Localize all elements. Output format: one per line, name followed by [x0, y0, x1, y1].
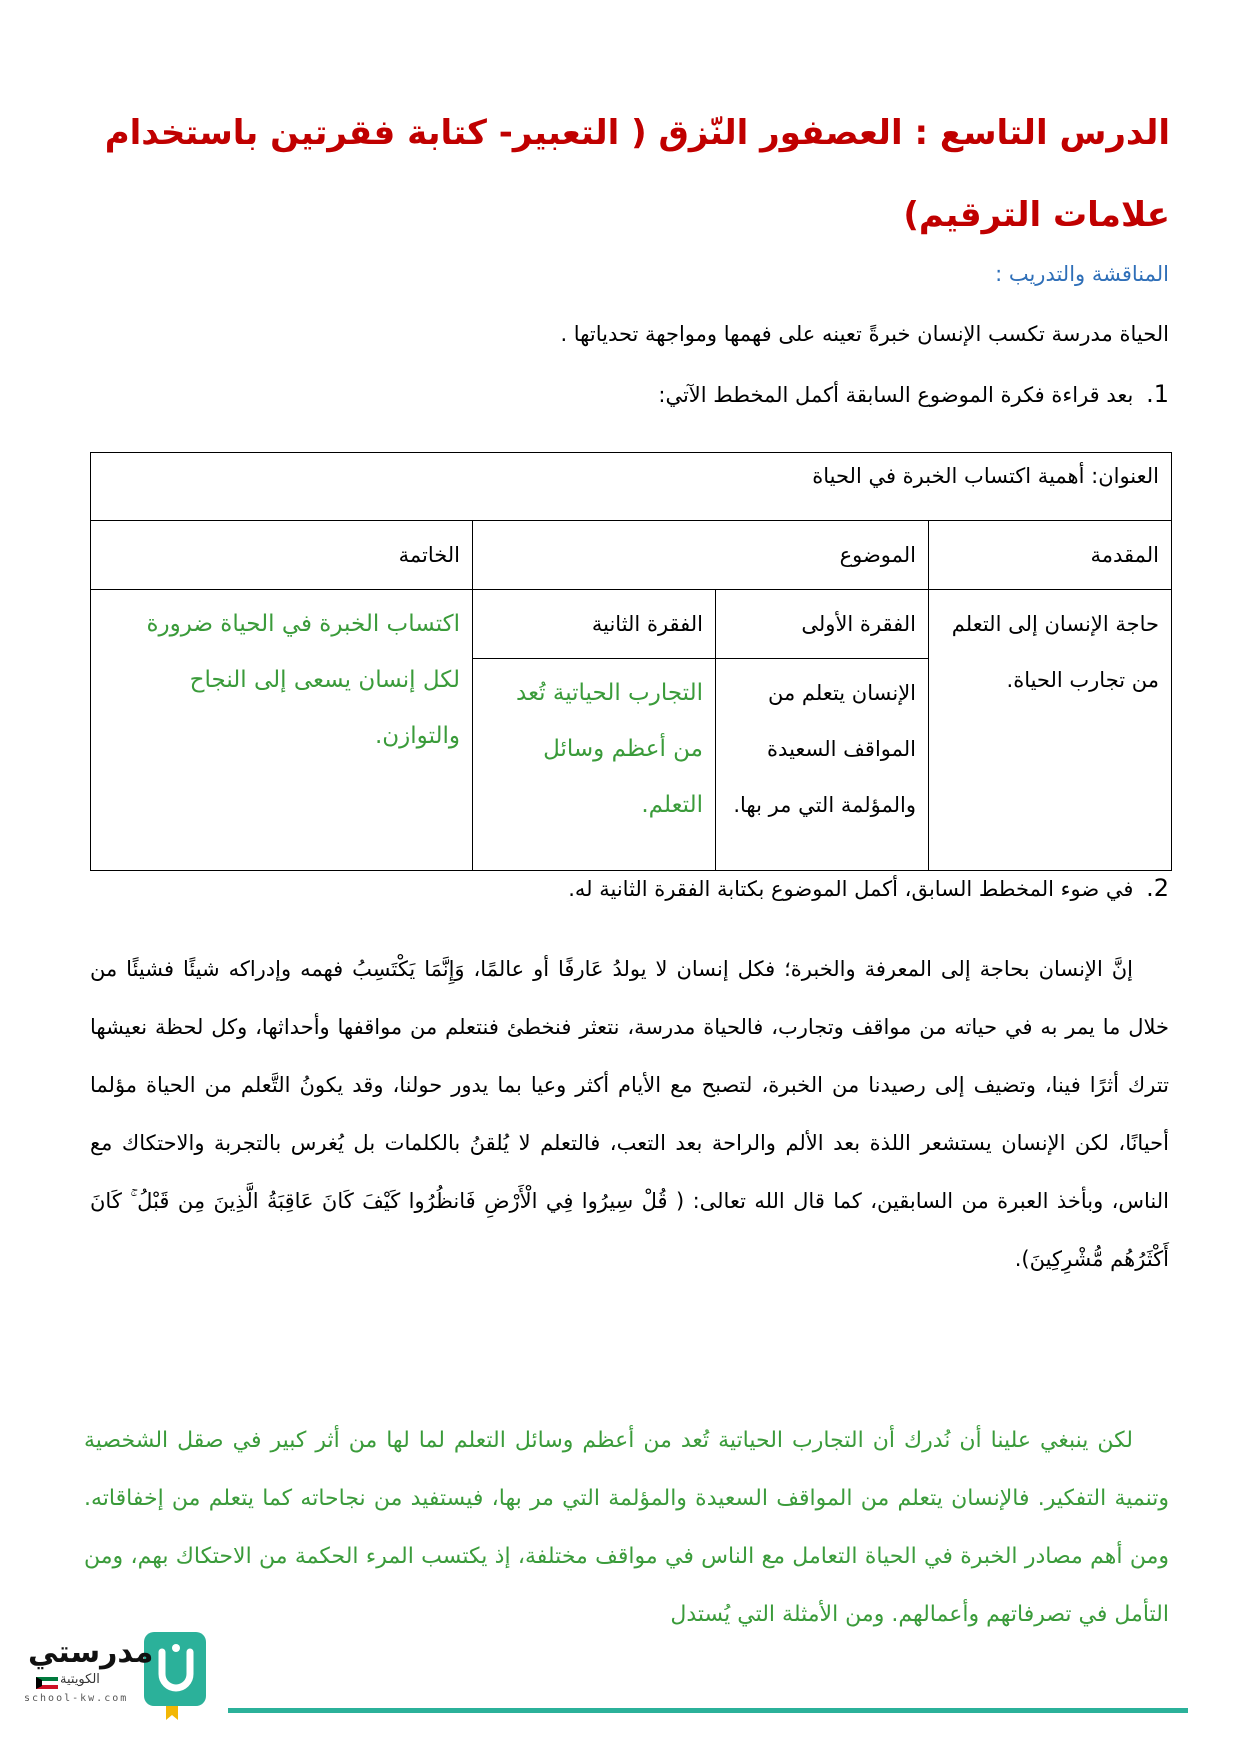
question-2 — [568, 874, 1169, 902]
question-2-text: في ضوء المخطط السابق، أكمل الموضوع بكتابة الفقرة الثانية له. — [568, 877, 1134, 901]
intro-header: المقدمة — [929, 521, 1172, 590]
second-paragraph: لكن ينبغي علينا أن نُدرك أن التجارب الحياتية تُعد من أعظم وسائل التعلم لما لها من أثر كبير في صقل الشخصية وتنمية التفكير. فالإنسان يتعلم من المواقف السعيدة والمؤلمة التي مر بها، فيستفيد من نجاحاته كما يتعلم من إخفاقاته. ومن أهم مصادر الخبرة في الحياة التعامل مع الناس في مواقف مختلفة، إذ يكتسب المرء الحكمة من الاحتكاك بهم، ومن التأمل في تصرفاتهم وأعمالهم. ومن الأمثلة التي يُستدل — [84, 1428, 1169, 1627]
logo-subtitle: الكويتية — [60, 1672, 100, 1687]
page-title: الدرس التاسع : العصفور النّزق ( التعبير- كتابة فقرتين باستخدام علامات الترقيم) — [104, 113, 1170, 235]
outline-table — [90, 452, 1172, 871]
question-2-number: 2. — [1146, 874, 1169, 902]
section-heading: المناقشة والتدريب : — [995, 262, 1169, 286]
logo-wordmark: مدرستي — [28, 1635, 154, 1670]
intro-sentence: الحياة مدرسة تكسب الإنسان خبرةً تعينه على فهمها ومواجهة تحدياتها . — [560, 322, 1169, 346]
body-header: الموضوع — [473, 521, 929, 590]
para2-header: الفقرة الثانية — [473, 590, 716, 659]
footer-divider — [228, 1708, 1188, 1713]
essay-paragraph: إنَّ الإنسان بحاجة إلى المعرفة والخبرة؛ فكل إنسان لا يولدُ عَارفًا أو عالمًا، وَإِنَّمَا يَكْتَسِبُ فهمه وإدراكه شيئًا فشيئًا من خلال ما يمر به في حياته من مواقف وتجارب، فالحياة مدرسة، نتعثر فنخطئ فنتعلم من مواقفها وأحداثها، وكل لحظة نعيشها تترك أثرًا فينا، وتضيف إلى رصيدنا من الخبرة، لتصبح مع الأيام أكثر وعيا بما يدور حولنا، وقد يكونُ التَّعلم من الحياة مؤلما أحيانًا، لكن الإنسان يستشعر اللذة بعد الألم والراحة بعد التعب، فالتعلم لا يُلقنُ بالكلمات بل يُغرس بالتجربة والاحتكاك مع الناس، وبأخذ العبرة من السابقين، كما قال الله تعالى: ( قُلْ سِيرُوا فِي الْأَرْضِ فَانظُرُوا كَيْفَ كَانَ عَاقِبَةُ الَّذِينَ مِن قَبْلُ ۚ كَانَ أَكْثَرُهُم مُّشْرِكِينَ). — [90, 957, 1169, 1271]
conclusion-text: اكتساب الخبرة في الحياة ضرورة لكل إنسان يسعى إلى النجاح والتوازن. — [91, 590, 473, 871]
question-1-number: 1. — [1146, 380, 1169, 408]
kuwait-flag-icon — [36, 1677, 58, 1689]
conclusion-header: الخاتمة — [91, 521, 473, 590]
intro-text: حاجة الإنسان إلى التعلم من تجارب الحياة. — [929, 590, 1172, 871]
question-1 — [658, 380, 1169, 408]
para1-text: الإنسان يتعلم من المواقف السعيدة والمؤلمة التي مر بها. — [716, 659, 929, 871]
question-1-text: بعد قراءة فكرة الموضوع السابقة أكمل المخطط الآتي: — [658, 383, 1134, 407]
para1-header: الفقرة الأولى — [716, 590, 929, 659]
para2-text: التجارب الحياتية تُعد من أعظم وسائل التعلم. — [473, 659, 716, 871]
essay-body — [90, 940, 1169, 1288]
outline-title: العنوان: أهمية اكتساب الخبرة في الحياة — [91, 453, 1172, 521]
logo-url: school-kw.com — [24, 1693, 129, 1704]
